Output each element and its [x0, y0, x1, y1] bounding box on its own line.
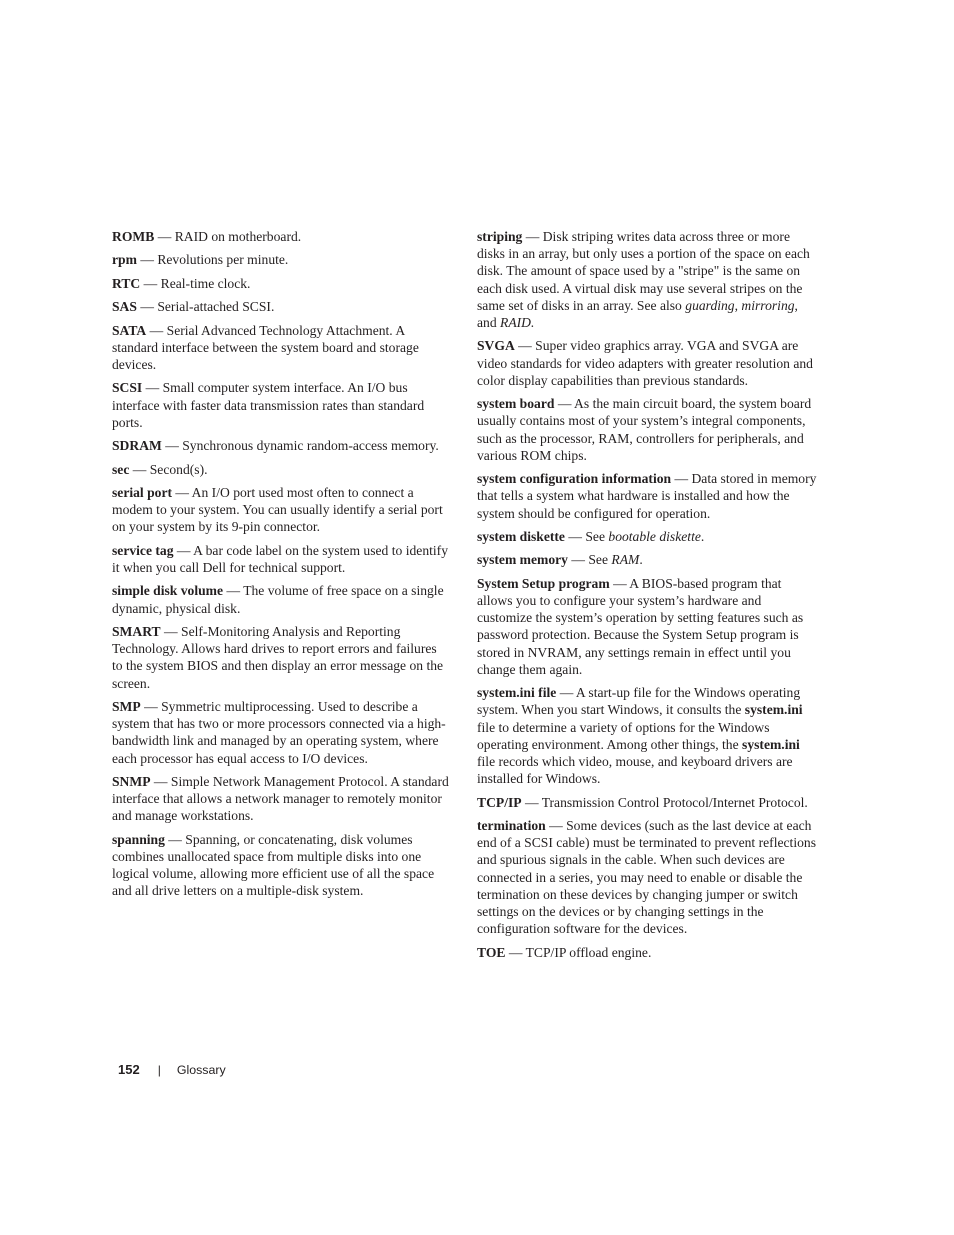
definition: file to determine a variety of options for the Windows operating environment. Among other things, the [477, 719, 770, 752]
entry-smart [112, 623, 450, 692]
entry-scsi [112, 379, 450, 431]
definition: — Serial-attached SCSI. [136, 299, 275, 315]
term: System Setup program [477, 575, 610, 591]
entry-serial-port [112, 484, 450, 536]
term: SATA [112, 322, 147, 338]
entry-rtc [112, 275, 450, 292]
term: system configuration information [477, 471, 672, 487]
definition: — Super video graphics array. VGA and SVGA are video standards for video adapters with greater resolution and color display capabilities than previous standards. [477, 338, 813, 388]
term: system memory [477, 552, 568, 568]
definition: — Second(s). [129, 461, 208, 477]
term: striping [477, 229, 523, 244]
entry-system-ini-file [477, 684, 817, 787]
entry-system-configuration-information [477, 470, 817, 522]
entry-sata [112, 322, 450, 374]
term: ROMB [112, 229, 155, 244]
term: sec [112, 461, 130, 477]
cross-reference: bootable diskette [608, 529, 701, 544]
filename: system.ini [744, 702, 803, 718]
entry-sas [112, 298, 450, 315]
section-title: Glossary [176, 1062, 226, 1077]
entry-system-diskette [477, 528, 817, 545]
term: serial port [112, 484, 173, 500]
definition: — Disk striping writes data across three or more disks in an array, but only uses a portion of the space on each disk. The amount of space used by a "stripe" is the same on each disk used. A virtual disk may use several stripes on the same set of disks in an array. See also [477, 229, 810, 313]
cross-reference: RAID. [500, 315, 535, 331]
definition: — Symmetric multiprocessing. Used to describe a system that has two or more processors connected via a high-bandwidth link and managed by an operating system, where each processor has equal access to I/O devices. [112, 698, 446, 766]
definition: — The volume of free space on a single dynamic, physical disk. [112, 583, 444, 616]
cross-reference: RAM [611, 552, 640, 568]
definition: — RAID on motherboard. [154, 229, 302, 244]
filename: system.ini [742, 736, 800, 752]
term: rpm [112, 252, 137, 268]
definition: — Revolutions per minute. [136, 252, 289, 268]
term: system diskette [477, 529, 565, 544]
term: system.ini file [477, 685, 557, 701]
entry-spanning [112, 831, 450, 900]
entry-toe [477, 944, 817, 961]
term: termination [477, 817, 546, 833]
glossary-left-column [112, 228, 450, 906]
term: RTC [112, 275, 141, 291]
definition: — See [567, 552, 612, 568]
entry-service-tag [112, 542, 450, 576]
footer-separator: | [157, 1062, 161, 1077]
entry-system-setup-program [477, 575, 817, 678]
definition: — Real-time clock. [140, 275, 251, 291]
glossary-right-column [477, 228, 817, 967]
entry-snmp [112, 773, 450, 825]
separator-text: , [734, 297, 742, 313]
term: spanning [112, 831, 165, 847]
definition: — An I/O port used most often to connect a modem to your system. You can usually identify a serial port on your system by its 9-pin connector. [112, 484, 443, 535]
definition: — See [564, 529, 609, 544]
term: TOE [477, 944, 506, 960]
entry-svga [477, 337, 817, 389]
definition: — Self-Monitoring Analysis and Reporting Technology. Allows hard drives to report errors and failures to the system BIOS and then display an error message on the screen. [112, 623, 444, 691]
entry-rpm [112, 251, 450, 268]
definition: — As the main circuit board, the system board usually contains most of your system’s integral components, such as the processor, RAM, controllers for peripherals, and various ROM chips. [477, 396, 812, 463]
definition: — Serial Advanced Technology Attachment. A standard interface between the system board and storage devices. [112, 322, 419, 372]
page-footer [118, 1062, 226, 1077]
definition: — Synchronous dynamic random-access memory. [161, 438, 439, 454]
definition: file records which video, mouse, and keyboard drivers are installed for Windows. [477, 754, 793, 787]
term: system board [477, 396, 555, 412]
definition: — A BIOS-based program that allows you to configure your system’s hardware and customize the system’s operation by setting features such as password protection. Because the System Setup program is stored in NVRAM, any settings remain in effect until you change them again. [477, 575, 804, 677]
definition: — Some devices (such as the last device at each end of a SCSI cable) must be terminated to prevent reflections and spurious signals in the cable. When such devices are connected in a series, you may need to enable or disable the termination on these devices by changing jumper or switch settings on the devices or by changing settings in the configuration software for the devices. [477, 817, 816, 937]
definition: — A bar code label on the system used to identify it when you call Dell for technical support. [112, 542, 448, 575]
term: SVGA [477, 338, 515, 354]
separator-text: , and [477, 297, 798, 331]
term: SCSI [112, 380, 143, 396]
entry-sec [112, 461, 450, 478]
definition: — A start-up file for the Windows operating system. When you start Windows, it consults the [477, 685, 801, 718]
definition: — Data stored in memory that tells a system what hardware is installed and how the system should be configured for operation. [477, 471, 817, 521]
cross-reference: mirroring [741, 297, 795, 313]
term: SMART [112, 623, 161, 639]
definition-end: . [639, 552, 643, 568]
definition: — Simple Network Management Protocol. A standard interface that allows a network manager to remotely monitor and manage workstations. [112, 773, 449, 824]
entry-system-memory [477, 551, 817, 568]
entry-simple-disk-volume [112, 582, 450, 616]
term: SAS [112, 299, 137, 315]
term: SNMP [112, 773, 151, 789]
definition: — Transmission Control Protocol/Internet Protocol. [521, 794, 808, 810]
term: SMP [112, 698, 141, 714]
definition: — TCP/IP offload engine. [505, 944, 652, 960]
term: service tag [112, 542, 174, 558]
entry-striping [477, 228, 817, 331]
definition-end: . [700, 529, 705, 544]
page-number: 152 [118, 1062, 140, 1077]
definition: — Spanning, or concatenating, disk volumes combines unallocated space from multiple disks into one logical volume, allowing more efficient use of all the space and all drive letters on a multiple-disk system. [112, 831, 435, 899]
term: SDRAM [112, 438, 162, 454]
entry-romb [112, 228, 450, 245]
term: simple disk volume [112, 583, 224, 599]
entry-sdram [112, 437, 450, 454]
entry-termination [477, 817, 817, 937]
entry-tcp-ip [477, 794, 817, 811]
entry-smp [112, 698, 450, 767]
definition: — Small computer system interface. An I/O bus interface with faster data transmission rates than standard ports. [112, 380, 425, 430]
term: TCP/IP [477, 794, 522, 810]
entry-system-board [477, 395, 817, 464]
cross-reference: guarding [685, 297, 735, 313]
